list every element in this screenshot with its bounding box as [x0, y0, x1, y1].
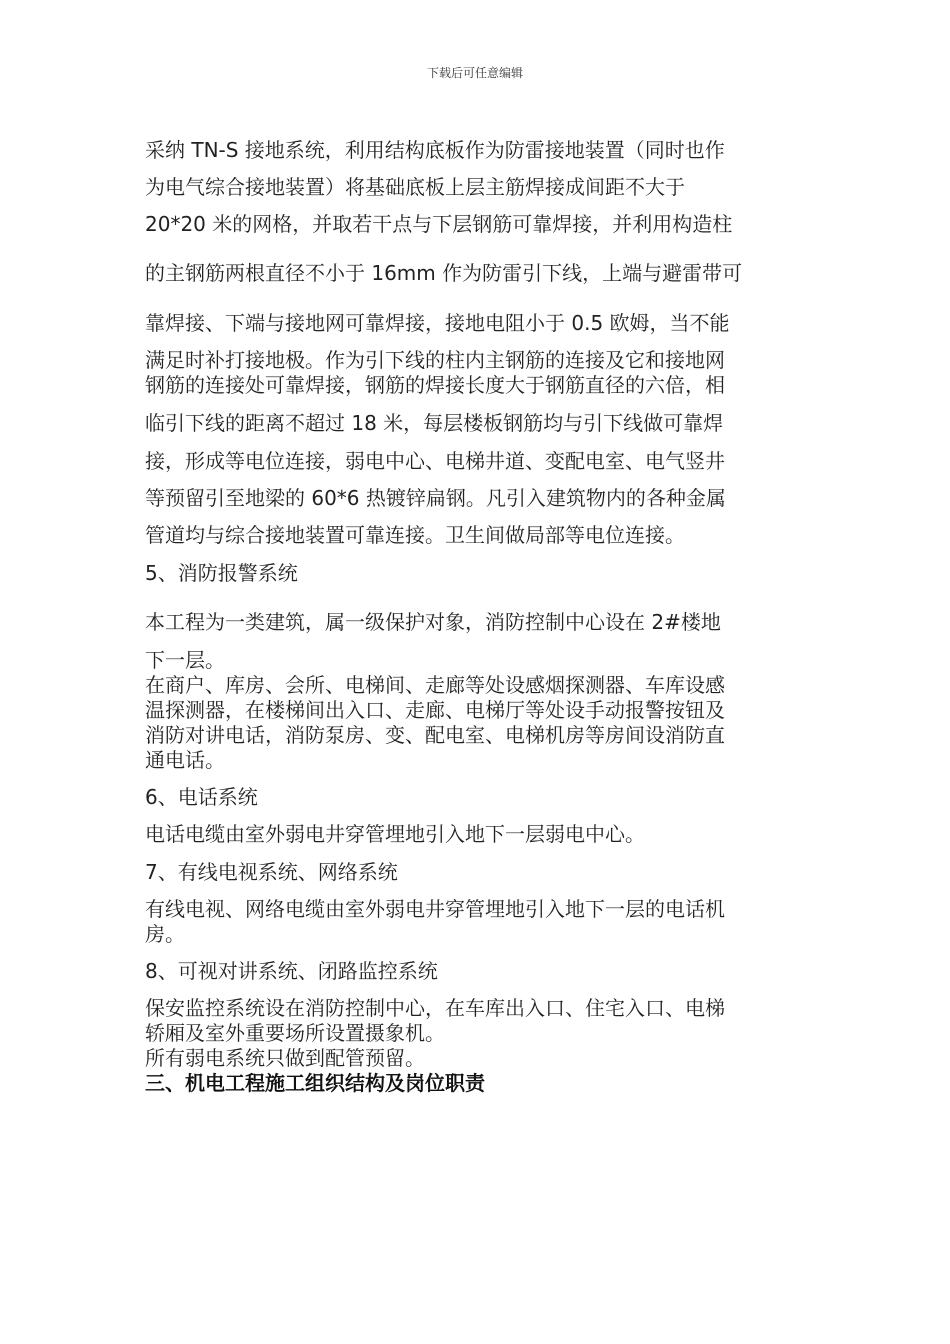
section-heading: 7、有线电视系统、网络系统 [145, 860, 398, 884]
body-line: 所有弱电系统只做到配管预留。 [145, 1046, 425, 1070]
body-line: 20*20 米的网格，并取若干点与下层钢筋可靠焊接，并利用构造柱 [145, 212, 733, 236]
body-line: 消防对讲电话，消防泵房、变、配电室、电梯机房等房间设消防直 [145, 723, 725, 747]
body-line: 采纳 TN-S 接地系统，利用结构底板作为防雷接地装置（同时也作 [145, 138, 725, 162]
body-line: 的主钢筋两根直径不小于 16mm 作为防雷引下线，上端与避雷带可 [145, 261, 743, 285]
body-line: 满足时补打接地极。作为引下线的柱内主钢筋的连接及它和接地网 [145, 348, 725, 372]
body-line: 通电话。 [145, 748, 225, 772]
body-line: 电话电缆由室外弱电井穿管埋地引入地下一层弱电中心。 [145, 822, 645, 846]
chapter-heading: 三、机电工程施工组织结构及岗位职责 [145, 1071, 485, 1095]
body-line: 房。 [145, 922, 185, 946]
body-line: 有线电视、网络电缆由室外弱电井穿管埋地引入地下一层的电话机 [145, 897, 725, 921]
body-line: 靠焊接、下端与接地网可靠焊接，接地电阻小于 0.5 欧姆，当不能 [145, 311, 730, 335]
body-line: 钢筋的连接处可靠焊接，钢筋的焊接长度大于钢筋直径的六倍，相 [145, 373, 725, 397]
section-heading: 6、电话系统 [145, 785, 258, 809]
page-header: 下载后可任意编辑 [426, 66, 523, 80]
body-line: 保安监控系统设在消防控制中心，在车库出入口、住宅入口、电梯 [145, 996, 725, 1020]
body-line: 临引下线的距离不超过 18 米，每层楼板钢筋均与引下线做可靠焊 [145, 411, 724, 435]
body-line: 温探测器，在楼梯间出入口、走廊、电梯厅等处设手动报警按钮及 [145, 698, 725, 722]
body-line: 本工程为一类建筑，属一级保护对象，消防控制中心设在 2#楼地 [145, 610, 721, 634]
body-line: 为电气综合接地装置）将基础底板上层主筋焊接成间距不大于 [145, 175, 685, 199]
body-line: 下一层。 [145, 648, 225, 672]
section-heading: 5、消防报警系统 [145, 561, 298, 585]
body-line: 在商户、库房、会所、电梯间、走廊等处设感烟探测器、车库设感 [145, 673, 725, 697]
body-line: 等预留引至地梁的 60*6 热镀锌扁钢。凡引入建筑物内的各种金属 [145, 486, 726, 510]
section-heading: 8、可视对讲系统、闭路监控系统 [145, 959, 438, 983]
body-line: 轿厢及室外重要场所设置摄象机。 [145, 1021, 445, 1045]
body-line: 接，形成等电位连接，弱电中心、电梯井道、变配电室、电气竖井 [145, 449, 725, 473]
body-line: 管道均与综合接地装置可靠连接。卫生间做局部等电位连接。 [145, 523, 685, 547]
